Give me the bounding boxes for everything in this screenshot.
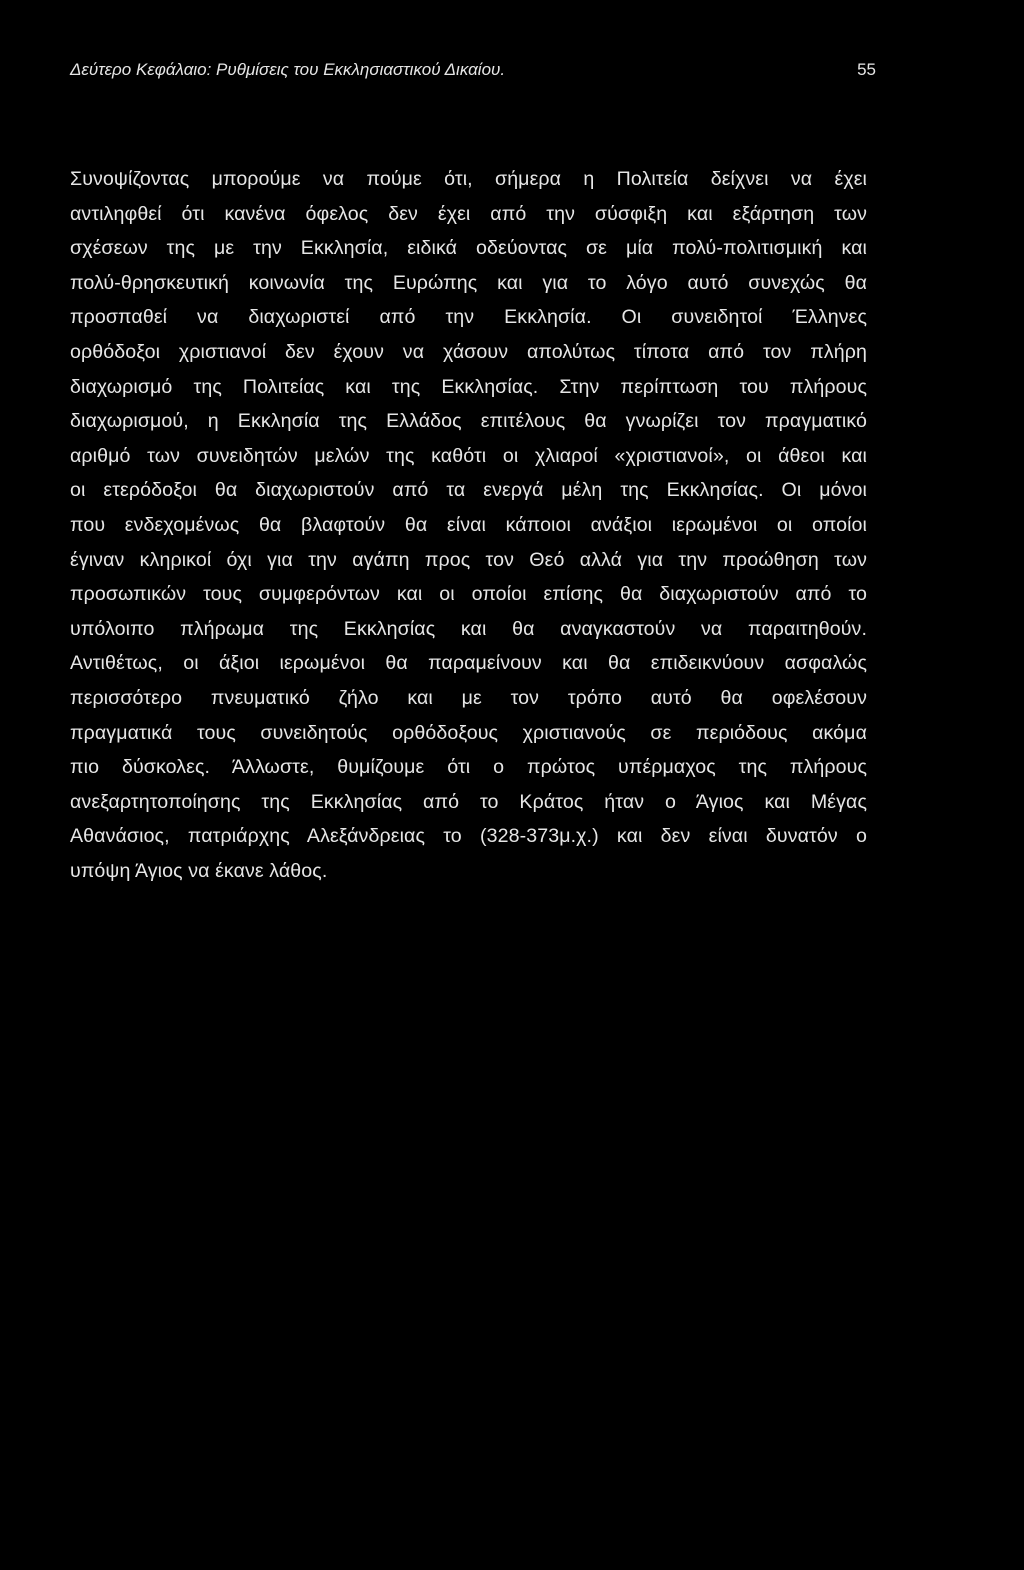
text-line: πιο δύσκολες. Άλλωστε, θυμίζουμε ότι ο πρώτος υπέρμαχος της πλήρους bbox=[70, 756, 867, 779]
text-line: Αθανάσιος, πατριάρχης Αλεξάνδρειας το (328-373μ.χ.) και δεν είναι δυνατόν ο bbox=[70, 825, 867, 848]
page-number: 55 bbox=[857, 60, 876, 79]
body-paragraph bbox=[70, 162, 867, 888]
page-header bbox=[70, 60, 876, 86]
text-line: Συνοψίζοντας μπορούμε να πούμε ότι, σήμερα η Πολιτεία δείχνει να έχει bbox=[70, 168, 867, 190]
text-line: που ενδεχομένως θα βλαφτούν θα είναι κάποιοι ανάξιοι ιερωμένοι οι οποίοι bbox=[70, 513, 867, 536]
text-line: έγιναν κληρικοί όχι για την αγάπη προς τον Θεό αλλά για την προώθηση των bbox=[70, 548, 867, 571]
text-line: αριθμό των συνειδητών μελών της καθότι οι χλιαροί «χριστιανοί», οι άθεοι και bbox=[70, 444, 867, 467]
text-line: περισσότερο πνευματικό ζήλο και με τον τρόπο αυτό θα οφελέσουν bbox=[70, 686, 867, 709]
text-line: υπόψη Άγιος να έκανε λάθος. bbox=[70, 859, 328, 882]
text-line: υπόλοιπο πλήρωμα της Εκκλησίας και θα αναγκαστούν να παραιτηθούν. bbox=[70, 617, 867, 640]
text-line: πολύ-θρησκευτική κοινωνία της Ευρώπης και για το λόγο αυτό συνεχώς θα bbox=[70, 271, 867, 294]
text-line: διαχωρισμού, η Εκκλησία της Ελλάδος επιτέλους θα γνωρίζει τον πραγματικό bbox=[70, 410, 867, 433]
text-line: πραγματικά τους συνειδητούς ορθόδοξους χριστιανούς σε περιόδους ακόμα bbox=[70, 721, 867, 744]
text-line: διαχωρισμό της Πολιτείας και της Εκκλησίας. Στην περίπτωση του πλήρους bbox=[70, 375, 867, 398]
text-line: Αντιθέτως, οι άξιοι ιερωμένοι θα παραμείνουν και θα επιδεικνύουν ασφαλώς bbox=[70, 652, 867, 675]
text-line: ανεξαρτητοποίησης της Εκκλησίας από το Κράτος ήταν ο Άγιος και Μέγας bbox=[70, 790, 867, 813]
text-line: προσωπικών τους συμφερόντων και οι οποίοι επίσης θα διαχωριστούν από το bbox=[70, 583, 867, 606]
text-line: ορθόδοξοι χριστιανοί δεν έχουν να χάσουν απολύτως τίποτα από τον πλήρη bbox=[70, 340, 867, 363]
text-line: οι ετερόδοξοι θα διαχωριστούν από τα ενεργά μέλη της Εκκλησίας. Οι μόνοι bbox=[70, 479, 867, 502]
text-line: σχέσεων της με την Εκκλησία, ειδικά οδεύοντας σε μία πολύ-πολιτισμική και bbox=[70, 237, 867, 260]
text-line: αντιληφθεί ότι κανένα όφελος δεν έχει από την σύσφιξη και εξάρτηση των bbox=[70, 202, 867, 225]
text-line: προσπαθεί να διαχωριστεί από την Εκκλησία. Οι συνειδητοί Έλληνες bbox=[70, 306, 867, 329]
running-header-title: Δεύτερο Κεφάλαιο: Ρυθμίσεις του Εκκλησιαστικού Δικαίου. bbox=[70, 60, 506, 79]
